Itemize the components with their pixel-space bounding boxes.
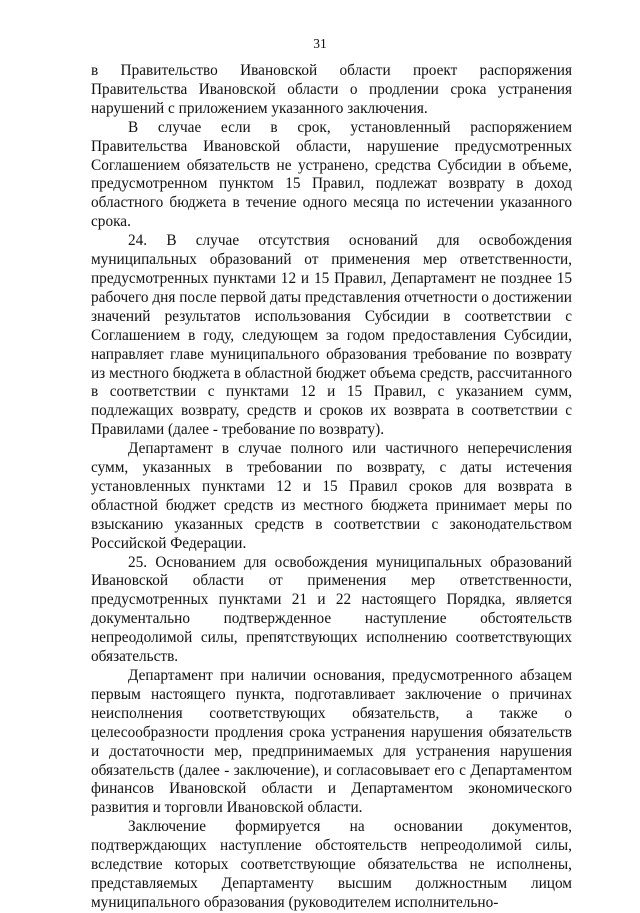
paragraph-recovery-measures: Департамент в случае полного или частичного неперечисления сумм, указанных в требовании по возврату, с даты истечения установленных пунктами 12 и 15 Правил сроков для возврата в областной бюджет средств из местного бюджета принимает меры по взысканию указанных средств в соответствии с законодательством Российской Федерации. (91, 440, 572, 552)
document-body (91, 62, 572, 913)
paragraph-clause-25: 25. Основанием для освобождения муниципальных образований Ивановской области от применения мер ответственности, предусмотренных пунктами 21 и 22 настоящего Порядка, является документально подтвержденное наступление обстоятельств непреодолимой силы, препятствующих исполнению соответствующих обязательств. (91, 553, 572, 666)
page-number: 31 (313, 36, 327, 51)
paragraph-continuation: в Правительство Ивановской области проект распоряжения Правительства Ивановской области о продлении срока устранения нарушений с приложением указанного заключения. (91, 62, 572, 117)
paragraph-deadline-return: В случае если в срок, установленный распоряжением Правительства Ивановской области, нарушение предусмотренных Соглашением обязательств не устранено, средства Субсидии в объеме, предусмотренном пунктом 15 Правил, подлежат возврату в доход областного бюджета в течение одного месяца по истечении указанного срока. (91, 118, 572, 231)
paragraph-conclusion-formation: Заключение формируется на основании документов, подтверждающих наступление обстоятельств непреодолимой силы, вследствие которых соответствующие обязательства не исполнены, представляемых Департаменту высшим должностным лицом муниципального образования (руководителем исполнительно- (91, 818, 572, 911)
paragraph-conclusion-preparation: Департамент при наличии основания, предусмотренного абзацем первым настоящего пункта, подготавливает заключение о причинах неисполнения соответствующих обязательств, а также о целесообразности продления срока устранения нарушения обязательств и достаточности мер, предпринимаемых для устранения нарушения обязательств (далее - заключение), и согласовывает его с Департаментом финансов Ивановской области и Департаментом экономического развития и торговли Ивановской области. (91, 667, 572, 817)
paragraph-clause-24: 24. В случае отсутствия оснований для освобождения муниципальных образований от применения мер ответственности, предусмотренных пунктами 12 и 15 Правил, Департамент не позднее 15 рабочего дня после первой даты представления отчетности о достижении значений результатов использования Субсидии в соответствии с Соглашением в году, следующем за годом предоставления Субсидии, направляет главе муниципального образования требование по возврату из местного бюджета в областной бюджет объема средств, рассчитанного в соответствии с пунктами 12 и 15 Правил, с указанием сумм, подлежащих возврату, средств и сроков их возврата в соответствии с Правилами (далее - требование по возврату). (91, 232, 572, 439)
